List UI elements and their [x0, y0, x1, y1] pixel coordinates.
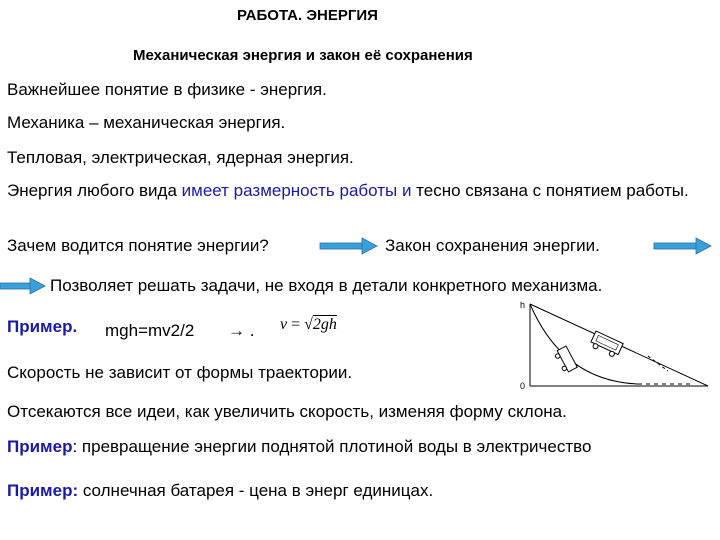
- text-line-4-start: Энергия любого вида: [7, 181, 182, 200]
- slide-title: РАБОТА. ЭНЕРГИЯ: [237, 7, 378, 24]
- question-text: Зачем водится понятие энергии?: [7, 236, 269, 255]
- text-line-8: Отсекаются все идеи, как увеличить скорость, изменяя форму склона.: [7, 402, 567, 421]
- example-1: [7, 317, 77, 337]
- velocity-formula: [280, 316, 337, 334]
- text-line-4-end: тесно связана с понятием работы.: [411, 181, 689, 200]
- example-label: Пример:: [7, 481, 79, 500]
- arrow-right-icon: [654, 236, 712, 256]
- formula-eq: =: [291, 316, 301, 333]
- cart-icon: [589, 331, 623, 359]
- slide-subtitle: Механическая энергия и закон её сохранения: [133, 47, 473, 64]
- formula-rhs: 2gh: [312, 316, 337, 333]
- text-line-7: Скорость не зависит от формы траектории.: [7, 363, 353, 382]
- example-label: Пример.: [7, 317, 78, 336]
- arrow-right-icon: [0, 276, 46, 296]
- arrow-right-icon: [320, 236, 378, 256]
- zero-label: 0: [520, 381, 526, 391]
- example-3: [7, 481, 433, 501]
- text-line-4-highlight: имеет размерность работы и: [181, 181, 412, 200]
- height-label: h: [520, 300, 526, 310]
- answer-text: Закон сохранения энергии.: [385, 236, 600, 255]
- example-3-text: солнечная батарея - цена в энерг единицах.: [78, 481, 434, 500]
- implies-arrow: → .: [228, 321, 255, 340]
- cart-icon: [553, 346, 577, 374]
- example-2: [7, 437, 591, 457]
- text-line-2: Механика – механическая энергия.: [7, 113, 286, 132]
- example-label: Пример: [7, 437, 73, 456]
- text-line-1: Важнейшее понятие в физике - энергия.: [7, 80, 327, 99]
- incline-diagram: [508, 296, 718, 396]
- text-line-6: Позволяет решать задачи, не входя в детали конкретного механизма.: [50, 276, 603, 295]
- formula-text: mgh=mv2/2: [105, 321, 195, 340]
- formula-lhs: v: [280, 316, 288, 333]
- example-2-text: : превращение энергии поднятой плотиной воды в электричество: [72, 437, 592, 456]
- text-line-3: Тепловая, электрическая, ядерная энергия.: [7, 148, 354, 167]
- text-line-4: [7, 181, 707, 201]
- sqrt-icon: √: [304, 316, 313, 333]
